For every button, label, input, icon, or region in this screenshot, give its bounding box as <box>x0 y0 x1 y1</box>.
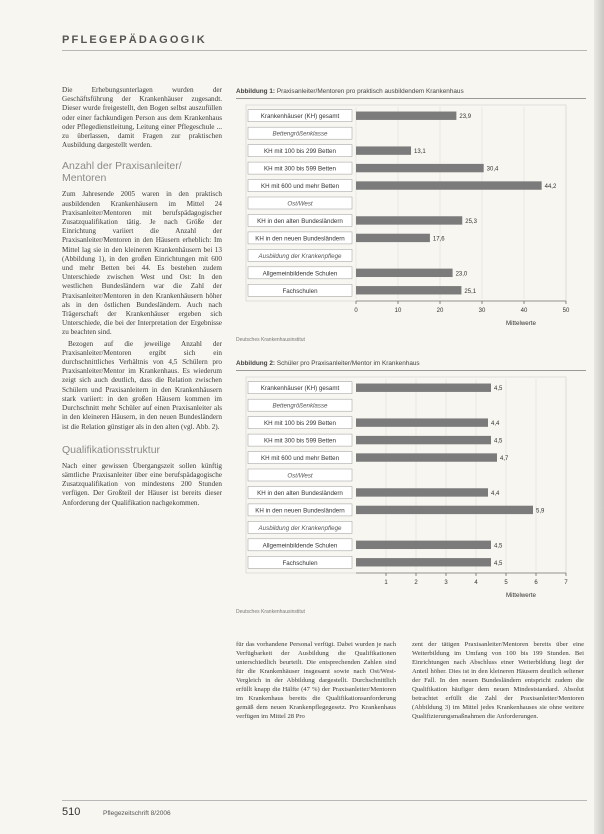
fig2-category-label-4: KH mit 600 und mehr Betten <box>260 455 340 463</box>
fig1-bar-9 <box>356 269 453 277</box>
fig2-group-header-8: Ausbildung der Krankenpflege <box>258 524 342 532</box>
fig1-bar-4 <box>356 181 542 189</box>
fig1-bar-2 <box>356 146 411 154</box>
fig1-value-label-0: 23,9 <box>459 114 472 121</box>
fig2-bar-4 <box>356 453 497 461</box>
fig2-x-tick-label-6: 7 <box>564 580 568 586</box>
page-number: 510 <box>62 806 81 818</box>
figure-2-caption: Schüler pro Praxisanleiter/Mentor im Krankenhaus <box>276 360 420 367</box>
fig1-value-label-10: 25,1 <box>464 288 477 295</box>
fig1-bar-10 <box>356 286 461 294</box>
fig1-x-tick-label-2: 20 <box>436 308 444 314</box>
fig1-category-label-3: KH mit 300 bis 599 Betten <box>264 165 336 173</box>
figure-1-chart <box>236 99 586 337</box>
figure-1-label: Abbildung 1: <box>236 88 276 95</box>
fig1-group-header-1: Bettengrößenklasse <box>272 130 328 138</box>
fig1-value-label-3: 30,4 <box>486 166 499 173</box>
figure-2-chart <box>236 371 586 609</box>
fig2-category-label-10: Fachschulen <box>282 559 318 567</box>
fig1-x-tick-label-4: 40 <box>520 308 528 314</box>
fig2-value-label-2: 4,4 <box>491 421 500 428</box>
fig1-x-tick-label-5: 50 <box>562 308 570 314</box>
bottom-paragraph-1: für das vorhandene Personal verfügt. Dabei wurden je nach Verfügbarkeit der Ausbildung die Qualifikationen unterschiedlich beurteilt. Die entsprechenden Zahlen sind für die Krankenhäuser insgesamt sowie nach Ost/West-Vergleich in der Abbildung dargestellt. Durchschnittlich erfüllt knapp die Hälfte (47 %) der Praxisanleiter/Mentoren im Krankenhaus bereits die Qualifikationsanforderung gemäß dem neuen Krankenpflegegesetz. Pro Krankenhaus verfügen im Mittel 28 Pro <box>236 641 396 720</box>
bottom-column-2 <box>412 640 584 721</box>
bottom-column-1 <box>236 640 396 721</box>
fig1-bar-7 <box>356 234 430 242</box>
fig2-bar-10 <box>356 558 491 566</box>
fig2-category-label-6: KH in den alten Bundesländern <box>257 489 343 497</box>
figure-2-label: Abbildung 2: <box>236 360 276 367</box>
fig2-x-tick-label-1: 2 <box>414 580 418 586</box>
heading-qualifikation: Qualifikationsstruktur <box>62 443 161 456</box>
figure-1-source: Deutsches Krankenhausinstitut <box>236 337 305 343</box>
fig2-value-label-6: 4,4 <box>491 490 500 497</box>
fig1-x-axis-label: Mittelwerte <box>506 320 536 327</box>
fig1-bar-6 <box>356 216 462 224</box>
fig2-category-label-2: KH mit 100 bis 299 Betten <box>264 420 336 428</box>
fig1-group-header-8: Ausbildung der Krankenpflege <box>258 252 342 260</box>
fig2-category-label-9: Allgemeinbildende Schulen <box>262 542 338 550</box>
fig1-category-label-2: KH mit 100 bis 299 Betten <box>264 148 336 156</box>
figure-2-source: Deutsches Krankenhausinstitut <box>236 609 305 615</box>
fig2-bar-9 <box>356 541 491 549</box>
fig2-value-label-7: 5,9 <box>536 508 545 515</box>
fig2-value-label-4: 4,7 <box>500 456 509 463</box>
fig2-value-label-10: 4,5 <box>494 560 503 567</box>
fig1-bar-3 <box>356 164 484 172</box>
fig1-x-tick-label-3: 30 <box>478 308 486 314</box>
fig1-category-label-7: KH in den neuen Bundesländern <box>255 235 345 243</box>
intro-paragraph: Die Erhebungsunterlagen wurden der Geschäftsführung der Krankenhäuser zugesandt. Dieser wurde freigestellt, den Bogen selbst auszufüllen oder einer fachkundigen Person aus dem Krankenhaus oder Pflegedienstleitung, Leitung einer Pflegeschule ... zu überlassen, damit Fragen zur praktischen Ausbildung dargestellt werden. <box>62 86 222 150</box>
book-spine-shadow <box>594 0 604 834</box>
fig2-bar-0 <box>356 384 491 392</box>
figure-1-caption: Praxisanleiter/Mentoren pro praktisch ausbildendem Krankenhaus <box>276 88 464 95</box>
journal-name: Pflegezeitschrift 8/2006 <box>103 810 171 817</box>
bottom-paragraph-2: zent der tätigen Praxisanleiter/Mentoren bereits über eine Weiterbildung im Umfang von 100 bis 199 Stunden. Bei Einrichtungen nach Abschluss einer Weiterbildung liegt der Anteil höher. Dies ist in den kleineren Häusern deutlich seltener der Fall. In den neuen Bundesländern entspricht zudem die Qualifikation häufiger dem neuen Mindeststandard. Absolut betrachtet erfüllt die Zahl der Praxisanleiter/Mentoren (Abbildung 3) im Mittel jedes Krankenhauses sie ohne weitere Qualifizierungsmaßnahmen die Anforderungen. <box>412 641 584 720</box>
fig2-group-header-1: Bettengrößenklasse <box>272 402 328 410</box>
fig2-group-header-5: Ost/West <box>287 472 313 480</box>
fig1-value-label-7: 17,6 <box>432 236 445 243</box>
fig2-bar-6 <box>356 488 488 496</box>
fig2-category-label-3: KH mit 300 bis 599 Betten <box>264 437 336 445</box>
fig2-x-tick-label-4: 5 <box>504 580 508 586</box>
fig2-x-tick-label-2: 3 <box>444 580 448 586</box>
fig2-bar-3 <box>356 436 491 444</box>
figure-1 <box>236 88 586 343</box>
body-paragraph-1: Zum Jahresende 2005 waren in den praktisch ausbildenden Krankenhäusern im Mittel 24 Praxisanleiter/Mentoren mit berufspädagogischer Zusatzqualifikation tätig. Je nach Größe der Einrichtung variiert die Anzahl der Praxisanleiter/Mentoren in den Häusern erheblich: Im Mittel lag sie in den kleineren Krankenhäusern bei 13 (Abbildung 1), in den großen Einrichtungen mit 600 und mehr Betten bei 44. Es bestehen zudem Unterschiede zwischen West und Ost: In den westlichen Bundesländern war die Zahl der Praxisanleiter/Mentoren in den Krankenhäusern höher als in den östlichen Bundesländern. Auch nach Trägerschaft der Krankenhäuser ergeben sich Unterschiede, die bei der Interpretation der Ergebnisse zu beachten sind. <box>62 190 222 337</box>
heading-praxisanleiter: Anzahl der Praxisanleiter/ Mentoren <box>62 160 182 185</box>
fig2-bar-7 <box>356 506 533 514</box>
fig1-category-label-6: KH in den alten Bundesländern <box>257 217 343 225</box>
fig2-x-tick-label-0: 1 <box>384 580 388 586</box>
fig1-x-tick-label-1: 10 <box>394 308 402 314</box>
footer-rule <box>62 800 587 801</box>
fig2-x-tick-label-3: 4 <box>474 580 478 586</box>
figure-2 <box>236 360 586 615</box>
fig1-value-label-2: 13,1 <box>414 149 426 156</box>
fig1-category-label-4: KH mit 600 und mehr Betten <box>260 183 340 191</box>
fig1-category-label-10: Fachschulen <box>282 287 318 295</box>
fig1-category-label-0: Krankenhäuser (KH) gesamt <box>260 113 340 121</box>
fig2-category-label-7: KH in den neuen Bundesländern <box>255 507 345 515</box>
body-paragraph-2: Bezogen auf die jeweilige Anzahl der Praxisanleiter/Mentoren ergibt sich ein durchschnittliches Verhältnis von 4,5 Schülern pro Praxisanleiter/Mentor im Krankenhaus. Es wiederum zeigt sich auch deutlich, dass die Relation zwischen Schülern und Praxisanleitern in den Krankenhäusern stark variiert: in den großen Häusern kommen im Durchschnitt mehr Schüler auf einen Praxisanleiter als in den kleineren Häusern, in den neuen Bundesländern ist die Relation günstiger als in den alten (vgl. Abb. 2). <box>62 339 222 431</box>
fig2-value-label-0: 4,5 <box>494 386 503 393</box>
fig2-bar-2 <box>356 418 488 426</box>
fig1-value-label-6: 25,3 <box>465 218 477 225</box>
fig1-value-label-9: 23,0 <box>455 271 468 278</box>
fig1-value-label-4: 44,2 <box>544 184 557 191</box>
fig1-group-header-5: Ost/West <box>287 200 313 208</box>
fig1-x-tick-label-0: 0 <box>354 308 358 314</box>
fig2-x-tick-label-5: 6 <box>534 580 538 586</box>
left-column <box>62 86 222 508</box>
fig1-category-label-9: Allgemeinbildende Schulen <box>262 270 338 278</box>
fig1-bar-0 <box>356 112 456 120</box>
header-rule <box>62 50 587 51</box>
fig2-x-axis-label: Mittelwerte <box>506 592 536 599</box>
figure-2-title <box>236 360 586 367</box>
figure-1-title <box>236 88 586 95</box>
section-header: PFLEGEPÄDAGOGIK <box>62 34 207 46</box>
fig2-value-label-9: 4,5 <box>494 543 503 550</box>
fig2-category-label-0: Krankenhäuser (KH) gesamt <box>260 385 340 393</box>
fig2-value-label-3: 4,5 <box>494 438 503 445</box>
body-paragraph-3: Nach einer gewissen Übergangszeit sollen künftig sämtliche Praxisanleiter über eine berufspädagogische Zusatzqualifikation von mindestens 200 Stunden verfügen. Der Großteil der Häuser ist bereits dieser Anforderung der Qualifikation nachgekommen. <box>62 461 222 507</box>
